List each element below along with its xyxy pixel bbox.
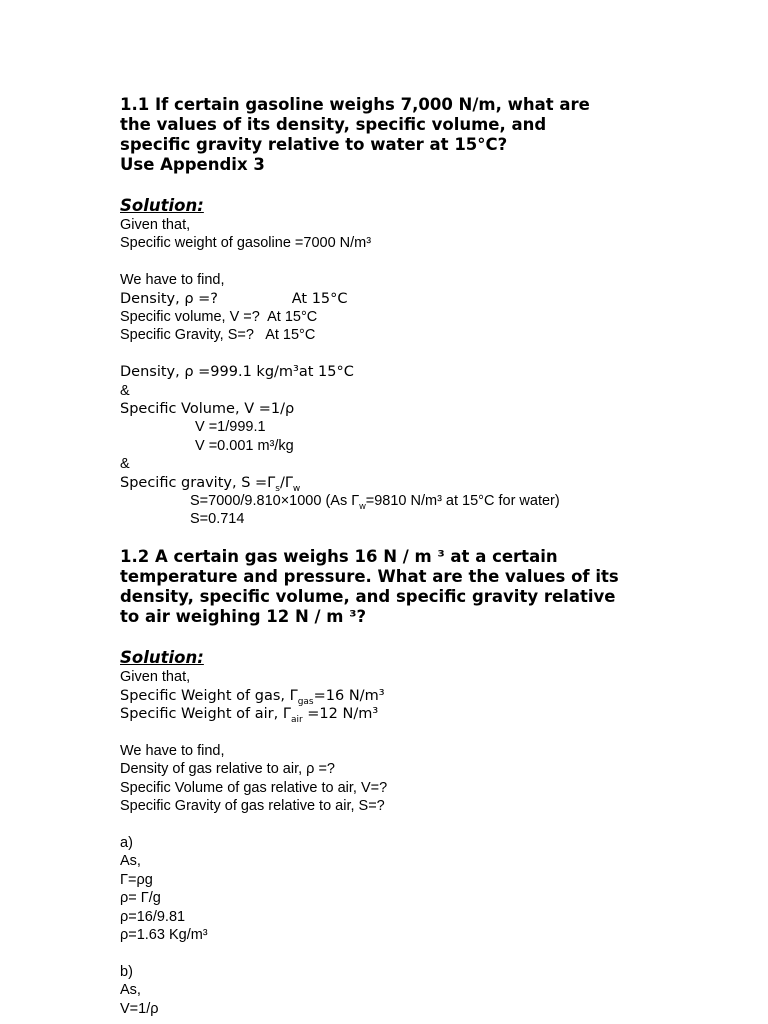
find-density: Density, ρ =? At 15°C [120,290,348,307]
question-line: density, specific volume, and specific gravity relative [120,587,616,607]
part-a-label: a) [120,834,133,851]
solution-heading: Solution: [120,196,204,215]
specific-volume-result: V =0.001 m³/kg [195,437,294,454]
question-line: Use Appendix 3 [120,155,265,174]
find-volume: Specific volume, V =? At 15°C [120,309,318,326]
ampersand: & [120,382,130,399]
given-label: Given that, [120,669,191,686]
given-air-weight: Specific Weight of air, $\Gamma_{air} =12$ N/m³ [120,706,379,726]
find-gravity: Specific Gravity, S=? At 15°C [120,327,316,344]
as-label: As, [120,853,141,870]
equation-line: ρ=1.63 Kg/m³ [120,926,208,943]
question-line: the values of its density, specific volume, and [120,115,547,134]
question-line: to air weighing 12 N / m ³? [120,607,367,627]
find-density: Density of gas relative to air, ρ =? [120,761,335,778]
equation-line: ρ=16/9.81 [120,908,186,925]
given-label: Given that, [120,217,191,233]
equation-line: V=1/ρ [120,1000,159,1017]
document-page [120,95,680,1018]
part-b-label: b) [120,963,133,980]
question-line: temperature and pressure. What are the values of its [120,567,619,587]
given-weight: Specific weight of gasoline =7000 N/m³ [120,235,372,252]
specific-gravity-result: S=0.714 [190,511,245,528]
find-volume: Specific Volume of gas relative to air, V=? [120,779,388,796]
find-gravity: Specific Gravity of gas relative to air, S=? [120,798,385,815]
question-1-2 [120,547,680,627]
specific-gravity-step: S=7000/9.810×1000 (As $\Gamma_w=9810$ N/m³ at 15°C for water) [190,493,560,512]
specific-volume-formula: Specific Volume, V =1/ρ [120,401,295,418]
solution-heading: Solution: [120,648,204,668]
as-label: As, [120,982,141,999]
density-value: Density, ρ =999.1 kg/m³at 15°C [120,364,354,381]
equation-line: Γ=ρg [120,871,153,888]
equation-line: ρ= Γ/g [120,890,161,907]
question-line: 1.2 A certain gas weighs 16 N / m ³ at a certain [120,547,558,567]
given-gas-weight: Specific Weight of gas, $\Gamma_{gas}=16$ N/m³ [120,687,385,707]
find-label: We have to find, [120,742,225,759]
question-line: 1.1 If certain gasoline weighs 7,000 N/m, what are [120,95,590,114]
find-label: We have to find, [120,272,225,289]
specific-gravity-formula: Specific gravity, $S =\Gamma_s/\Gamma_w$ [120,474,301,494]
question-1-1 [120,95,680,175]
specific-volume-step: V =1/999.1 [195,419,266,436]
ampersand: & [120,456,130,473]
question-line: specific gravity relative to water at 15°C? [120,135,508,154]
